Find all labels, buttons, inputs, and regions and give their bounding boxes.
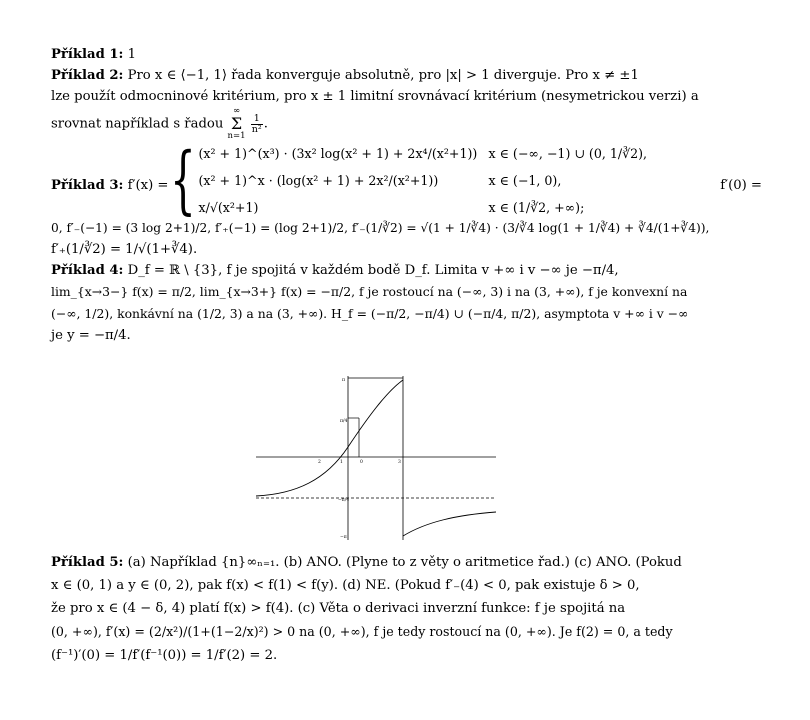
example-4-line-2: lim_{x→3−} f(x) = π/2, lim_{x→3+} f(x) = −π/2, f je rostoucí na (−∞, 3) i na (3, +∞), f je konvexní na [51,284,688,299]
sum-sign: Σ [230,114,243,133]
example-4-line-1: D_f = ℝ \ {3}, f je spojitá v každém bodě D_f. Limita v +∞ i v −∞ je −π/4, [127,263,619,278]
tick-label-2: 2 [318,460,321,465]
term-numerator: 1 [251,114,263,125]
case-1-condition: x ∈ (−∞, −1) ∪ (0, 1/∛2), [488,146,648,161]
example-5-line-1: (a) Například {n}∞ₙ₌₁. (b) ANO. (Plyne to z věty o aritmetice řad.) (c) ANO. (Pokud [127,555,682,570]
example-2-label: Příklad 2: [51,68,124,83]
case-2-condition: x ∈ (−1, 0), [488,173,562,188]
example-3-line-3: f′₊(1/∛2) = 1/√(1+∛4). [51,242,198,257]
sum-upper: ∞ [233,106,241,116]
tick-label-pi-4: π/4 [340,419,348,424]
tick-label-neg-pi-4: −π/4 [338,498,350,503]
case-3-expression: x/√(x²+1) [198,200,259,215]
example-5-label: Příklad 5: [51,555,124,570]
example-4-label: Příklad 4: [51,263,124,278]
example-1-label: Příklad 1: [51,47,124,62]
sum-lower: n=1 [227,131,246,141]
series-sum [228,107,246,141]
example-2 [51,65,762,141]
example-3-label: Příklad 3: [51,178,124,193]
example-4-line-3: (−∞, 1/2), konkávní na (1/2, 3) a na (3, +∞). H_f = (−π/2, −π/4) ∪ (−π/4, π/2), asymptota v +∞ i v −∞ [51,306,689,321]
example-2-line-1: Pro x ∈ ⟨−1, 1⟩ řada konverguje absolutně, pro |x| > 1 diverguje. Pro x ≠ ±1 [127,68,639,83]
series-term [251,114,263,135]
tick-label-pi: π [342,378,345,383]
function-graph [256,372,496,544]
tick-label-neg-pi: −π [340,535,347,540]
example-4 [51,260,762,346]
example-2-line-2: lze použít odmocninové kritérium, pro x ± 1 limitní srovnávací kritérium (nesymetrickou verzi) a [51,89,699,104]
example-2-line-3: srovnat například s řadou [51,116,224,132]
case-2-expression: (x² + 1)^x · (log(x² + 1) + 2x²/(x²+1)) [198,173,439,188]
example-1-answer: 1 [127,47,137,62]
tick-label-3: 3 [398,460,401,465]
example-4-line-4: je y = −π/4. [51,328,131,343]
example-5-line-3: že pro x ∈ (4 − δ, 4) platí f(x) > f(4). (c) Věta o derivaci inverzní funkce: f je spojitá na [51,601,626,616]
example-5-line-4: (0, +∞), f′(x) = (2/x²)/(1+(1−2/x)²) > 0 na (0, +∞), f je tedy rostoucí na (0, +∞). Je f(2) = 0, a tedy [51,624,673,639]
example-2-end: . [263,116,268,132]
case-3-condition: x ∈ (1/∛2, +∞); [488,200,585,215]
example-3 [51,137,762,260]
example-5-line-2: x ∈ (0, 1) a y ∈ (0, 2), pak f(x) < f(1) < f(y). (d) NE. (Pokud f′₋(4) < 0, pak existuje δ > 0, [51,578,640,593]
derivative-at-zero: f′(0) = [720,178,762,193]
term-denominator: n² [251,123,262,135]
right-branch-curve [403,512,496,536]
example-5-para [51,551,762,667]
tick-label-1: 1 [340,460,343,465]
left-branch-curve [256,380,403,496]
example-5-line-5: (f⁻¹)′(0) = 1/f′(f⁻¹(0)) = 1/f′(2) = 2. [51,648,278,663]
solutions-text [51,44,762,346]
case-1-expression: (x² + 1)^(x³) · (3x² log(x² + 1) + 2x⁴/(x²+1)) [198,146,478,161]
cases-table [198,143,668,218]
example-1 [51,44,762,65]
derivative-piecewise [51,137,762,223]
example-5 [51,551,762,667]
left-brace: { [170,137,197,223]
tick-label-0: 0 [360,460,363,465]
graph-svg [256,372,496,544]
example-3-line-2: 0, f′₋(−1) = (3 log 2+1)/2, f′₊(−1) = (log 2+1)/2, f′₋(1/∛2) = √(1 + 1/∛4) · (3/∛4 log(1 + 1/∛4) + ∛4/(1+∛4)), [51,221,710,235]
derivative-lhs: f′(x) = [127,178,169,193]
